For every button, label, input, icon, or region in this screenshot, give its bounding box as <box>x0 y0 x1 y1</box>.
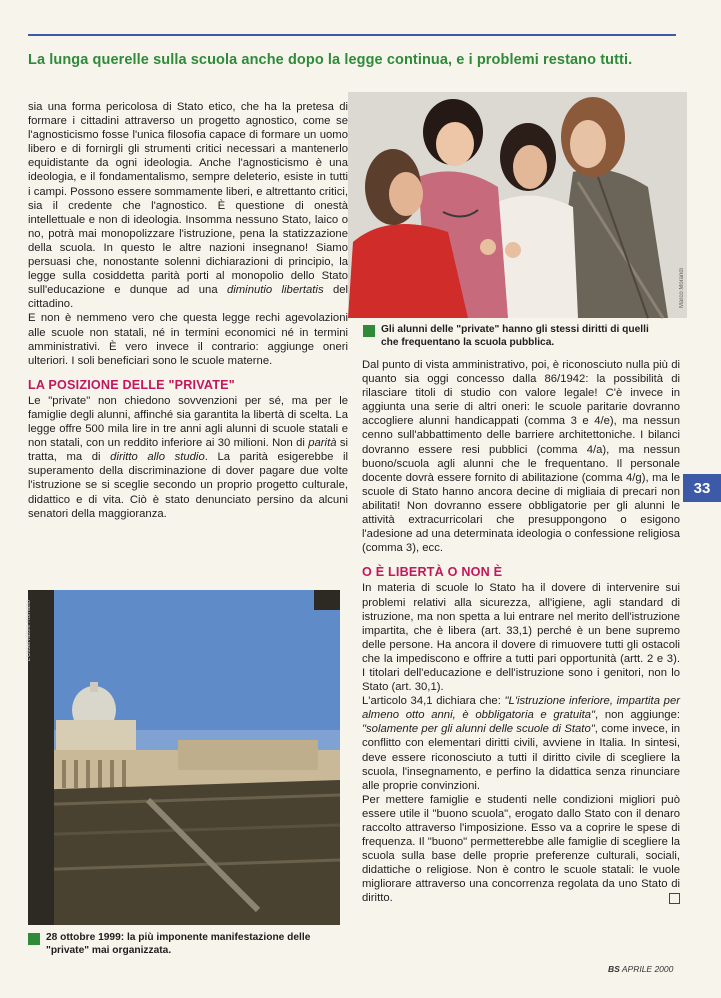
headline: La lunga querelle sulla scuola anche dopo la legge continua, e i problemi restano tutti. <box>28 52 633 68</box>
freedom-quote-2: "solamente per gli alunni delle scuole di Stato" <box>362 723 595 736</box>
freedom-text-a: L'articolo 34,1 dichiara che: <box>362 695 505 708</box>
private-emphasis-1: parità <box>308 437 337 450</box>
private-text: Le "private" non chiedono sovvenzioni per sé, ma per le famiglie degli alunni, affinché sia garantita la libertà di scelta. La legge offre 500 mila lire in tre anni agli alunni di scuole statali e non statali, con un reddito inferiore ai 30 milioni. Non di <box>28 394 348 450</box>
administrative-paragraph: Dal punto di vista amministrativo, poi, è riconosciuto nulla più di quanto sia oggi concesso dalla 86/1942: la possibilità di rilasciare titoli di studio con valore legale! C'è invece in aggiunta una serie di altri oneri: le scuole paritarie dovranno accogliere alunni handicappati (comma 3 e 4/e), ma nessun cenno sull'abbattimento delle barriere architettoniche. I bilanci dovranno essere resi pubblici (comma 4/a), ma nessun buono/scuola agli alunni che le frequentano. Il personale docente dovrà essere fornito di abilitazione (comma 4/g), ma le scuole di Stato hanno ancora decine di migliaia di precari non abilitati! Non dovranno essere obbligatorie per gli alunni le attività extracurricolari che presuppongono o esigono l'adesione ad una determinata ideologia o confessione religiosa (comma 3), ecc. <box>362 359 680 555</box>
private-paragraph <box>28 394 348 521</box>
page-number-tab: 33 <box>683 474 721 502</box>
intro-paragraph-2: E non è nemmeno vero che questa legge rechi agevolazioni alle scuole non statali, né in termini economici né in termini amministrativi. È vero invece il contrario: aggiunge oneri ulteriori. I soli beneficiari sono le scuole materne. <box>28 312 348 367</box>
right-column <box>362 358 680 906</box>
caption-text: 28 ottobre 1999: la più imponente manifestazione delle "private" mai organizzata. <box>46 932 311 956</box>
freedom-text-b: , non aggiunge: <box>595 709 680 722</box>
caption-text: Gli alunni delle "private" hanno gli stessi diritti di quelli che frequentano la scuola pubblica. <box>381 324 649 348</box>
intro-text-end: del cittadino. <box>28 284 349 311</box>
caption-marker <box>28 933 40 945</box>
caption-students <box>363 324 663 349</box>
photo-credit-students: Marco Morandi <box>679 267 685 308</box>
top-rule <box>28 34 676 36</box>
square-illustration <box>28 590 340 925</box>
left-column <box>28 100 348 521</box>
freedom-text-3: Per mettere famiglie e studenti nelle condizioni migliori può essere utile il "buono scuola", erogato dallo Stato con il denaro raccolto attraverso l'imposizione. Esso va a coprire le spese di frequenza. Il "buono" permetterebbe alle famiglie di scegliere la scuola sulla base delle proprie preferenze culturali, sociali, didattiche o religiose. Non è contro le scuole statali: le vuole migliorare attraverso una concorrenza regolata da uno Stato di diritto. <box>362 793 680 905</box>
intro-text: sia una forma pericolosa di Stato etico, che ha la pretesa di formare i cittadini attraverso un progetto agnostico, come se l'agnosticismo fosse l'unica filosofia capace di formare un uomo libero e di fornirgli gli strumenti critici necessari a mantenerlo equidistante da ogni ideologia. Anche l'agnosticismo è una ideologia, e il fondamentalismo, sempre deleterio, esiste in tutti i campi. Possono essere sommamente liberi, e altrettanto critici, sia il credente che l'agnostico. È questione di onestà intellettuale e non di ideologia. Insomma nessuno Stato, laico o no, potrà mai monopolizzare l'istruzione, pena la statizzazione della scuola. In questo le altre nazioni insegnano! Siamo persuasi che, nonostante solenni dichiarazioni di principio, la legge sulla cosiddetta parità porti al monopolio dello Stato sull'educazione e dunque ad una <box>28 101 348 297</box>
photo-credit-square: L'Osservatore Romano <box>26 600 32 662</box>
freedom-paragraph-3 <box>362 793 680 906</box>
section-heading-freedom: O È LIBERTÀ O NON È <box>362 565 503 580</box>
footer <box>608 964 673 974</box>
caption-square <box>28 932 328 957</box>
freedom-quote-1: "L'istruzione inferiore, impartita per almeno otto anni, è obbligatoria e gratuita" <box>362 695 681 722</box>
private-emphasis-2: diritto allo studio <box>110 451 205 464</box>
freedom-paragraph-1: In materia di scuole lo Stato ha il dovere di intervenire sui problemi relativi alla sicurezza, all'igiene, agli standard di istruzione, ma non spetta a lui entrare nel merito dell'istruzione impartita, che è libera (art. 33,1) perché è un bene supremo delle persone. Ha ancora il dovere di rimuovere tutti gli ostacoli che la impediscono e offrire a tutti pari opportunità (artt. 2 e 3). I titolari dell'educazione e dell'istruzione sono i genitori, non lo Stato (art. 30,1). <box>362 582 680 694</box>
students-illustration <box>348 92 687 318</box>
intro-paragraph <box>28 100 348 311</box>
photo-students <box>348 92 687 318</box>
footer-magazine: BS <box>608 964 620 974</box>
section-heading-private: LA POSIZIONE DELLE "PRIVATE" <box>28 377 235 392</box>
freedom-paragraph-2 <box>362 694 680 793</box>
private-text-mid: si tratta, ma di <box>28 437 348 464</box>
footer-issue: APRILE 2000 <box>621 964 674 974</box>
photo-st-peters-square <box>28 590 340 925</box>
intro-emphasis: diminutio libertatis <box>226 284 324 297</box>
end-of-article-mark <box>669 893 680 904</box>
private-text-end: . La parità esigerebbe il superamento della discriminazione di dover pagare due volte l'istruzione se si sceglie secondo un proprio progetto culturale, didattico e di vita. Ciò è stato denunciato persino da alcuni senatori della maggioranza. <box>28 451 349 520</box>
caption-marker <box>363 325 375 337</box>
freedom-text-c: , come invece, in conflitto con elementari diritti civili, avviene in Italia. In sintesi, deve essere riconosciuto a tutti il diritto civile di scegliere la scuola, l'insegnamento, e perfino la didattica senza rinunciare alle proprie convinzioni. <box>362 723 681 792</box>
